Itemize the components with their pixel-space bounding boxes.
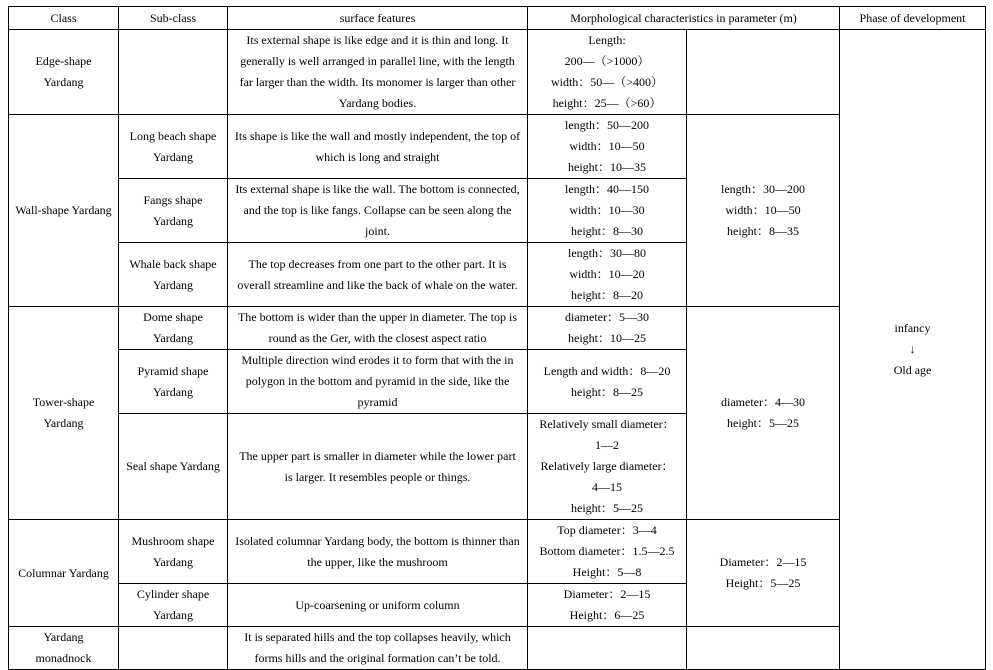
features-cell: The bottom is wider than the upper in diameter. The top is round as the Ger, with the closest aspect ratio (228, 307, 528, 350)
params-cell (528, 179, 687, 243)
class-cell: Wall-shape Yardang (9, 115, 119, 307)
header-subclass: Sub-class (119, 7, 228, 30)
subclass-cell: Fangs shape Yardang (119, 179, 228, 243)
params-cell (528, 414, 687, 520)
param-line: height：8—30 (571, 224, 643, 238)
param-line: width：10—50 (569, 139, 645, 153)
subclass-cell: Pyramid shape Yardang (119, 350, 228, 414)
features-cell: Up-coarsening or uniform column (228, 584, 528, 627)
subclass-cell: Mushroom shape Yardang (119, 520, 228, 584)
param-line: Height：5—25 (725, 576, 801, 590)
param-line: Length and width：8—20 (543, 363, 671, 378)
table-row (9, 520, 986, 584)
param-line: height：8—25 (571, 384, 643, 399)
phase-start: infancy (894, 321, 931, 335)
params-cell (528, 584, 687, 627)
class-cell: Columnar Yardang (9, 520, 119, 627)
params-cell (528, 350, 687, 414)
yardang-classification-table (8, 6, 986, 670)
header-surface-features: surface features (228, 7, 528, 30)
group-params-cell-empty (687, 30, 840, 115)
table-row (9, 627, 986, 670)
subclass-cell: Dome shape Yardang (119, 307, 228, 350)
param-line: Relatively large diameter： (540, 459, 674, 473)
features-cell: Isolated columnar Yardang body, the bottom is thinner than the upper, like the mushroom (228, 520, 528, 584)
param-line: 200—（>1000） (564, 54, 650, 68)
param-line: height：5—25 (727, 416, 799, 430)
group-params-cell (687, 520, 840, 627)
param-line: Relatively small diameter： (539, 417, 675, 431)
group-params-cell (687, 115, 840, 307)
param-line: height：10—25 (568, 331, 646, 345)
params-cell (528, 520, 687, 584)
param-line: height：8—35 (727, 224, 799, 238)
param-line: Bottom diameter：1.5—2.5 (539, 544, 675, 558)
group-params-cell-empty (687, 627, 840, 670)
param-line: height：10—35 (568, 160, 646, 174)
header-morphological-parameters: Morphological characteristics in parameter (m) (528, 7, 840, 30)
param-line: width：50—（>400） (550, 75, 664, 89)
param-line: diameter：4—30 (721, 395, 805, 409)
class-cell: Edge-shape Yardang (9, 30, 119, 115)
param-line: height：8—20 (571, 288, 643, 302)
subclass-cell-empty (119, 627, 228, 670)
down-arrow-icon: ↓ (909, 342, 916, 356)
header-row (9, 7, 986, 30)
params-cell (528, 115, 687, 179)
param-line: height：5—25 (571, 501, 643, 515)
param-line: width：10—30 (569, 203, 645, 217)
param-line: height：25—（>60） (552, 96, 662, 110)
param-line: width：10—50 (725, 203, 801, 217)
features-cell: It is separated hills and the top collapses heavily, which forms hills and the original formation can’t be told. (228, 627, 528, 670)
param-line: length：50—200 (565, 118, 649, 132)
header-phase: Phase of development (840, 7, 986, 30)
params-cell (528, 30, 687, 115)
class-cell: Yardang monadnock (9, 627, 119, 670)
features-cell: Its external shape is like the wall. The bottom is connected, and the top is like fangs. Collapse can be seen along the joint. (228, 179, 528, 243)
param-line: 1—2 (595, 438, 619, 452)
table-row (9, 307, 986, 350)
phase-end: Old age (893, 363, 932, 377)
phase-cell (840, 30, 986, 670)
param-line: diameter：5—30 (565, 310, 649, 324)
subclass-cell: Long beach shape Yardang (119, 115, 228, 179)
params-cell (528, 307, 687, 350)
subclass-cell: Seal shape Yardang (119, 414, 228, 520)
features-cell: Multiple direction wind erodes it to form that with the in polygon in the bottom and pyramid in the side, like the pyramid (228, 350, 528, 414)
params-cell-empty (528, 627, 687, 670)
class-cell: Tower-shape Yardang (9, 307, 119, 520)
subclass-cell: Whale back shape Yardang (119, 243, 228, 307)
subclass-cell: Cylinder shape Yardang (119, 584, 228, 627)
param-line: Length: (588, 33, 626, 47)
table-row (9, 115, 986, 179)
param-line: Height：5—8 (572, 565, 642, 579)
param-line: Diameter：2—15 (563, 587, 651, 601)
param-line: width：10—20 (569, 267, 645, 281)
param-line: length：40—150 (565, 182, 649, 196)
params-cell (528, 243, 687, 307)
features-cell: The upper part is smaller in diameter while the lower part is larger. It resembles people or things. (228, 414, 528, 520)
param-line: length：30—200 (721, 182, 805, 196)
group-params-cell (687, 307, 840, 520)
param-line: Top diameter：3—4 (557, 523, 657, 537)
subclass-cell-empty (119, 30, 228, 115)
table-row (9, 30, 986, 115)
features-cell: The top decreases from one part to the other part. It is overall streamline and like the back of whale on the water. (228, 243, 528, 307)
param-line: 4—15 (592, 480, 622, 494)
features-cell: Its external shape is like edge and it is thin and long. It generally is well arranged in parallel line, with the length far larger than the width. Its monomer is larger than other Yardang bodies. (228, 30, 528, 115)
param-line: Height：6—25 (569, 608, 645, 622)
header-class: Class (9, 7, 119, 30)
param-line: Diameter：2—15 (719, 555, 807, 569)
features-cell: Its shape is like the wall and mostly independent, the top of which is long and straight (228, 115, 528, 179)
param-line: length：30—80 (568, 246, 646, 260)
